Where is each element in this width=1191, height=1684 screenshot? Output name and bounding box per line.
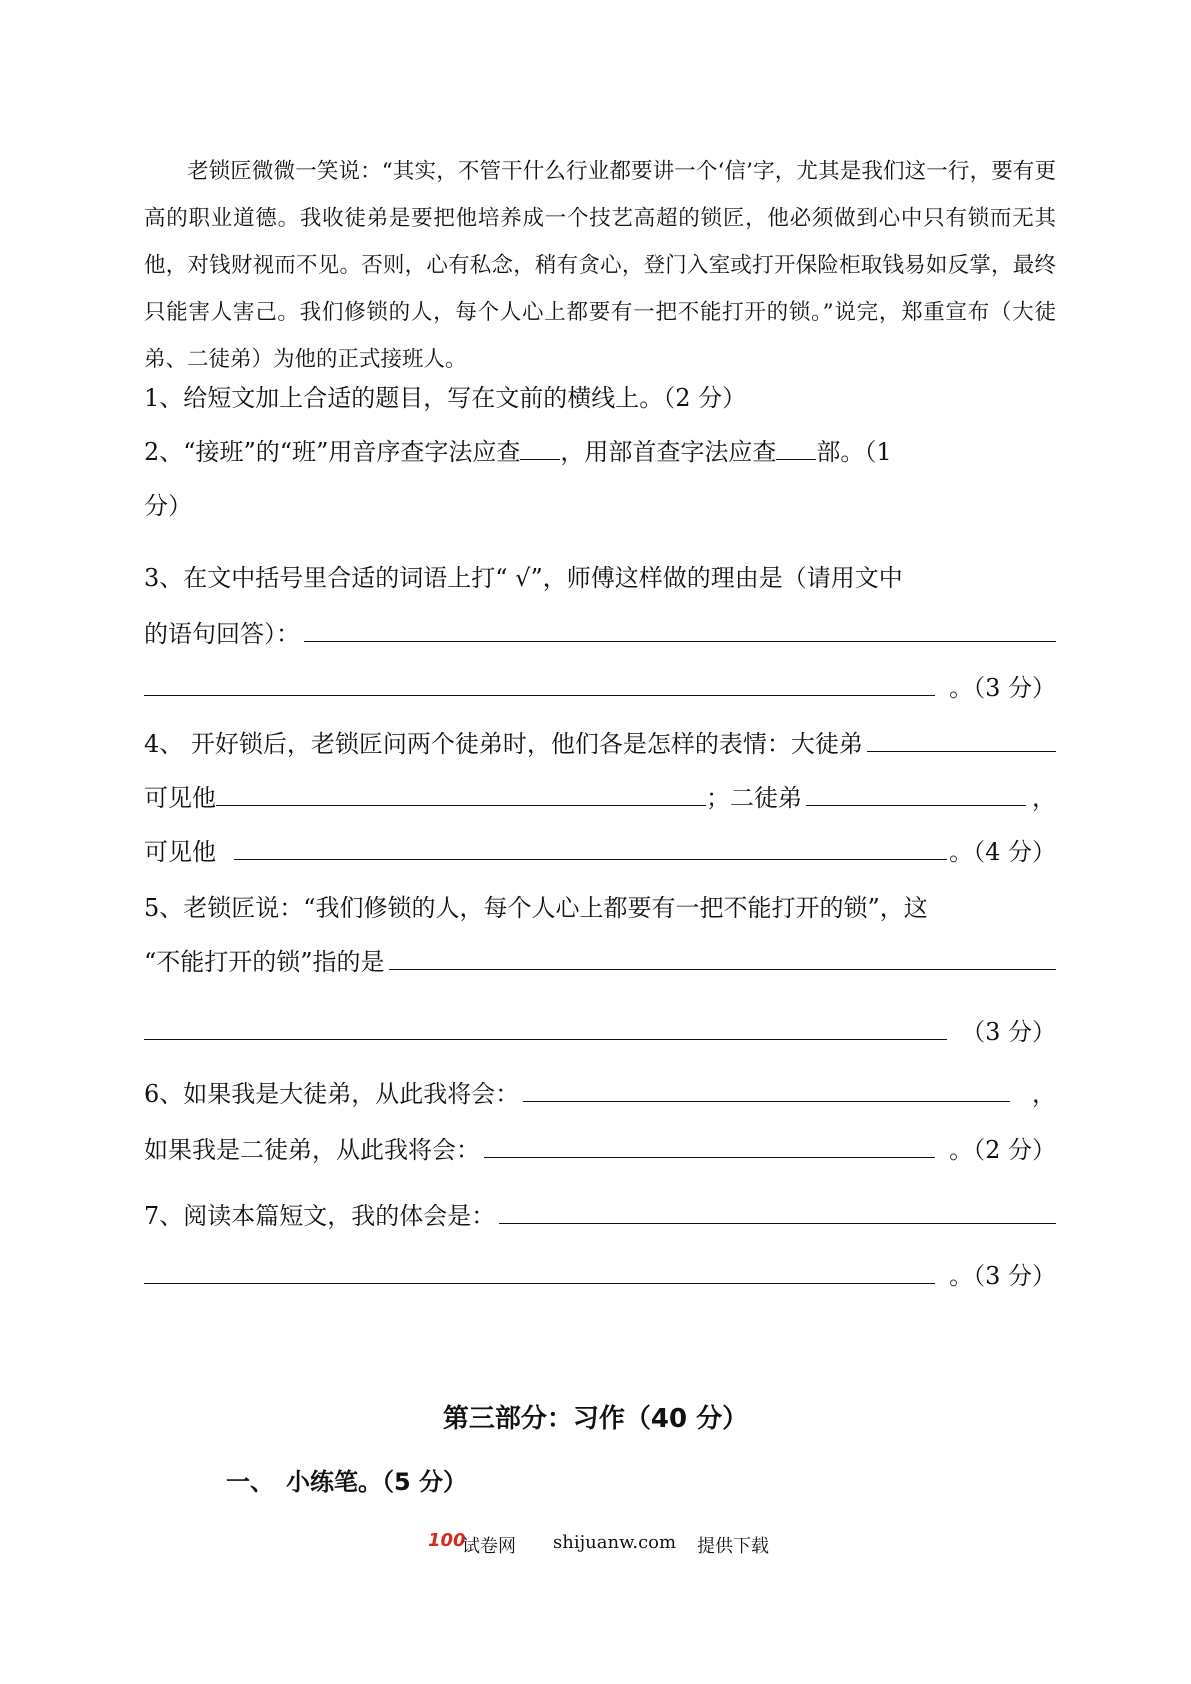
answer-line-q6-younger[interactable]: [484, 1131, 935, 1158]
answer-line-q5-a[interactable]: [389, 943, 1056, 970]
answer-line-q6-elder[interactable]: [523, 1075, 1010, 1102]
answer-line-q7-a[interactable]: [499, 1197, 1056, 1224]
answer-blank-initial[interactable]: [520, 435, 560, 460]
question-4-prompt: 4、 开好锁后，老锁匠问两个徒弟时，他们各是怎样的表情：大徒弟: [144, 730, 863, 758]
site-logo-icon: 100: [428, 1530, 466, 1551]
question-4-second-disciple: ；二徒弟: [706, 784, 802, 812]
question-4-line-2: [144, 778, 1056, 818]
footer-tagline: 提供下载: [697, 1536, 769, 1557]
question-6-score: 。（2 分）: [949, 1136, 1056, 1164]
question-7-line-1: [144, 1196, 1056, 1236]
answer-line-younger-reason[interactable]: [234, 833, 947, 860]
question-4-score: 。（4 分）: [949, 838, 1056, 866]
question-5-score: （3 分）: [961, 1018, 1056, 1046]
question-5-line-3: [144, 1012, 1056, 1052]
footer-site-name: 试卷网: [462, 1536, 516, 1557]
question-2: [144, 432, 1056, 472]
question-5-prompt: “不能打开的锁”指的是: [144, 948, 385, 976]
footer-url[interactable]: shijuanw.com: [553, 1532, 677, 1553]
question-7-prompt: 7、阅读本篇短文，我的体会是：: [144, 1202, 496, 1230]
question-3-score: 。（3 分）: [949, 674, 1056, 702]
question-6-line-1: [144, 1074, 1056, 1114]
question-3-line-2: [144, 614, 1056, 654]
answer-line-q5-b[interactable]: [144, 1013, 947, 1040]
answer-line-q3-a[interactable]: [304, 615, 1056, 642]
question-6-prompt-2: 如果我是二徒弟，从此我将会：: [144, 1136, 480, 1164]
question-5-line-2: [144, 942, 1056, 982]
question-2-text-b: ，用部首查字法应查: [560, 438, 777, 466]
question-2-text-a: 2、“接班”的“班”用音序查字法应查: [144, 438, 521, 466]
question-6-prompt-1: 6、如果我是大徒弟，从此我将会：: [144, 1080, 520, 1108]
answer-line-elder-reason[interactable]: [216, 781, 706, 806]
question-3-line-3: [144, 668, 1056, 708]
question-4-kejianta-1: 可见他: [144, 784, 216, 812]
question-2-text-c: 部。（1: [816, 438, 892, 466]
question-6-line-2: [144, 1130, 1056, 1170]
answer-blank-radical[interactable]: [776, 435, 816, 460]
section-title: 第三部分：习作（40 分）: [442, 1404, 749, 1434]
question-1: 1、给短文加上合适的题目，写在文前的横线上。（2 分）: [144, 384, 747, 412]
reading-passage: 老锁匠微微一笑说：“其实，不管干什么行业都要讲一个‘信’字，尤其是我们这一行，要有更高的职业道德。我收徒弟是要把他培养成一个技艺高超的锁匠，他必须做到心中只有锁而无其他，对钱财视而不见。否则，心有私念，稍有贪心，登门入室或打开保险柜取钱易如反掌，最终只能害人害己。我们修锁的人，每个人心上都要有一把不能打开的锁。”说完，郑重宣布（大徒弟、二徒弟）为他的正式接班人。: [144, 159, 1056, 372]
question-4-line-3: [144, 832, 1056, 872]
answer-line-q3-b[interactable]: [144, 669, 935, 696]
question-6-comma: ，: [1032, 1080, 1056, 1108]
question-2-score: 分）: [144, 492, 192, 520]
answer-blank-younger-expression[interactable]: [806, 779, 1026, 806]
question-3-line-1: 3、在文中括号里合适的词语上打“ √”，师傅这样做的理由是（请用文中: [144, 564, 903, 592]
question-7-line-2: [144, 1256, 1056, 1296]
question-4-comma: ，: [1032, 784, 1056, 812]
question-3-prompt: 的语句回答）：: [144, 620, 300, 648]
subsection-title: 一、 小练笔。（5 分）: [226, 1468, 468, 1496]
page-footer: [0, 1530, 1191, 1560]
answer-line-q7-b[interactable]: [144, 1257, 935, 1284]
question-4-kejianta-2: 可见他: [144, 838, 216, 866]
question-7-score: 。（3 分）: [949, 1262, 1056, 1290]
question-4-line-1: [144, 724, 1056, 764]
question-5-line-1: 5、老锁匠说：“我们修锁的人，每个人心上都要有一把不能打开的锁”，这: [144, 894, 928, 922]
answer-blank-elder-expression[interactable]: [867, 725, 1056, 752]
